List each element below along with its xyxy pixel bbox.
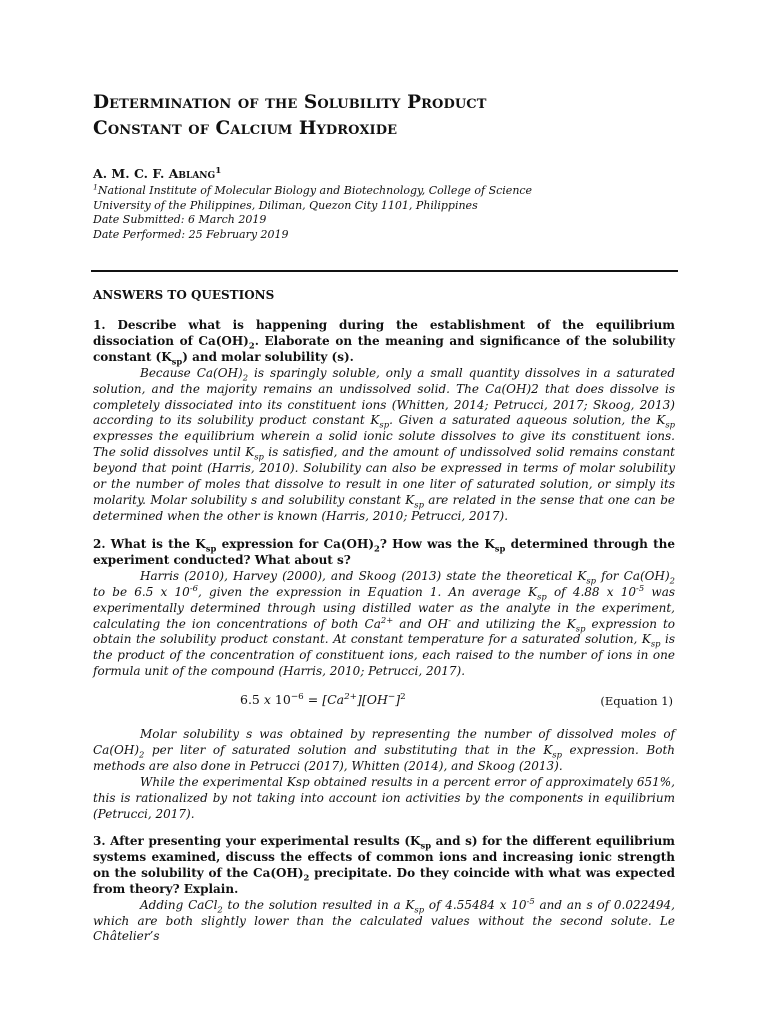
affiliation-university: University of the Philippines, Diliman, Quezon City 1101, Philippines bbox=[93, 198, 478, 212]
affiliation-block bbox=[93, 184, 693, 242]
question-block-1 bbox=[93, 318, 675, 525]
question-3-text: 3. After presenting your experimental results ($K_{sp}$ and s) for the different equilibrium systems examined, discuss the effects of common ions and increasing ionic strength on the solubility of the $Ca(OH)_2$ precipitate. Do they coincide with what was expected from theory? Explain. bbox=[93, 834, 676, 896]
section-heading: ANSWERS TO QUESTIONS bbox=[93, 288, 275, 302]
paper-title bbox=[93, 90, 693, 142]
header-divider bbox=[91, 270, 678, 272]
question-2-text: 2. What is the $K_{sp}$ expression for $Ca(OH)_2$? How was the $K_{sp}$ determined through the experiment conducted? What about s? bbox=[93, 537, 676, 567]
title-line-2: Constant of Calcium Hydroxide bbox=[93, 118, 398, 139]
question-block-3 bbox=[93, 834, 675, 945]
answer-3-text: Adding CaCl$_2$ to the solution resulted in a $K_{sp}$ of 4.55484 x $10^{-5}$ and an s of 0.022494, which are both slightly lower than the calculated values without the second solute. Le Châtelier’s bbox=[93, 895, 675, 944]
date-submitted: Date Submitted: 6 March 2019 bbox=[93, 213, 267, 226]
affiliation-institute: $^1$National Institute of Molecular Biology and Biotechnology, College of Science bbox=[93, 182, 533, 197]
date-performed: Date Performed: 25 February 2019 bbox=[93, 227, 289, 241]
equation-expression: 6.5 x $10^{-6} = [Ca^{2+}][OH^-]^2$ bbox=[240, 691, 406, 707]
answer-2-paragraph-2: Molar solubility s was obtained by representing the number of dissolved moles of $Ca(OH)_2$ per liter of saturated solution and substituting that in the $K_{sp}$ expression. Both methods are also done in Petrucci (2017), Whitten (2014), and Skoog (2013). bbox=[93, 727, 675, 773]
equation-label: (Equation 1) bbox=[600, 694, 673, 708]
question-block-2 bbox=[93, 537, 675, 680]
answer-2-paragraph-3: While the experimental Ksp obtained results in a percent error of approximately 651%, this is rationalized by not taking into account ion activities by the components in equilibrium (Petrucci, 2017). bbox=[93, 774, 675, 821]
answer-1-text: Because $Ca(OH)_2$ is sparingly soluble, only a small quantity dissolves in a saturated solution, and the majority remains an undissolved solid. The Ca(OH)2 that does dissolve is completely dissociated into its constituent ions (Whitten, 2014; Petrucci, 2017; Skoog, 2013) according to its solubility product constant $K_{sp}$. Given a saturated aqueous solution, the $K_{sp}$ expresses the equilibrium wherein a solid ionic solute dissolves to give its constituent ions. The solid dissolves until $K_{sp}$ is satisfied, and the amount of undissolved solid remains constant beyond that point (Harris, 2010). Solubility can also be expressed in terms of molar solubility or the number of moles that dissolve to result in one liter of saturated solution, or simply its molarity. Molar solubility s and solubility constant $K_{sp}$ are related in the sense that one can be determined when the other is known (Harris, 2010; Petrucci, 2017). bbox=[93, 365, 675, 523]
question-block-2-continued bbox=[93, 727, 675, 822]
title-line-1: Determination of the Solubility Product bbox=[93, 92, 487, 113]
answer-2-text: Harris (2010), Harvey (2000), and Skoog (2013) state the theoretical $K_{sp}$ for $Ca(OH)_2$ to be 6.5 x $10^{-6}$, given the expression in Equation 1. An average $K_{sp}$ of 4.88 x $10^{-5}$ was experimentally determined through using distilled water as the analyte in the experiment, calculating the ion concentrations of both $Ca^{2+}$ and OH- and utilizing the $K_{sp}$ expression to obtain the solubility product constant. At constant temperature for a saturated solution, $K_{sp}$ is the product of the concentration of constituent ions, each raised to the number of ions in one formula unit of the compound (Harris, 2010; Petrucci, 2017). bbox=[93, 568, 676, 679]
equation-1 bbox=[93, 692, 675, 712]
author-name: A. M. C. F. Ablang$^1$ bbox=[93, 165, 222, 181]
question-1-text: 1. Describe what is happening during the establishment of the equilibrium dissociation of $Ca(OH)_2$. Elaborate on the meaning and significance of the solubility constant $(K_{sp})$ and molar solubility (s). bbox=[93, 318, 676, 367]
